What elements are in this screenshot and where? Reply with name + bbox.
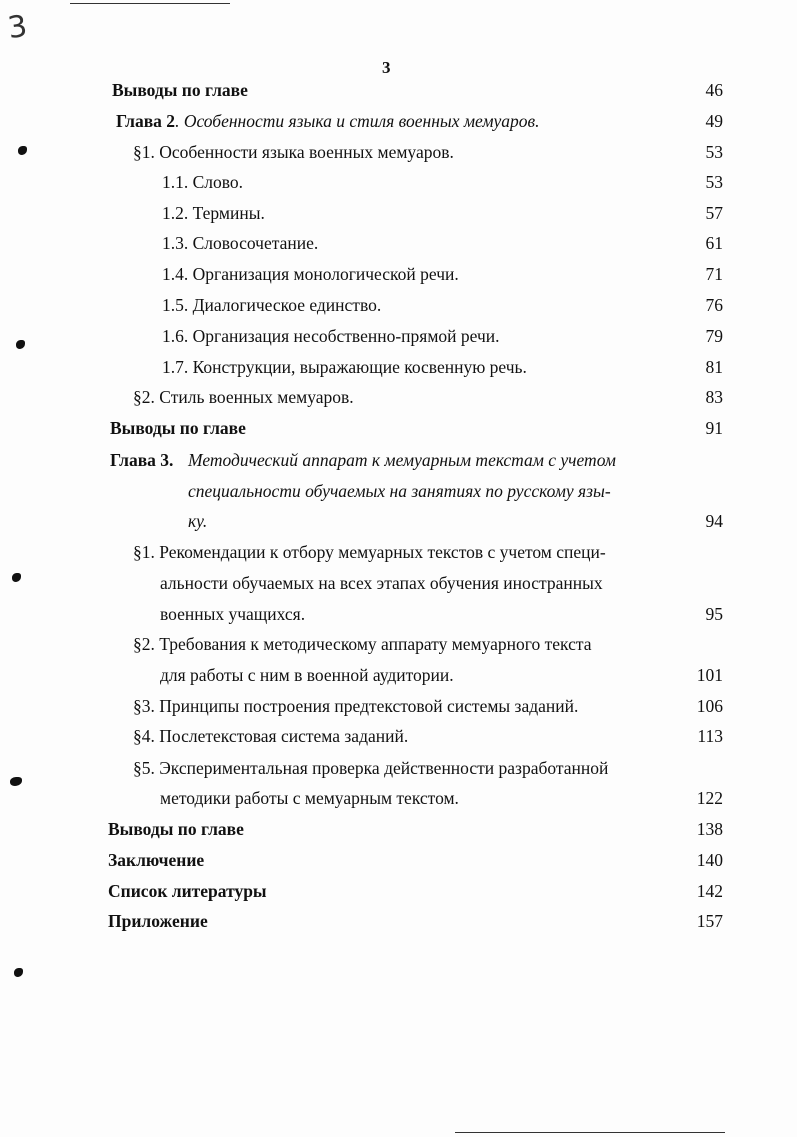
toc-entry-page: 91	[705, 418, 723, 438]
punch-hole-mark	[14, 968, 23, 977]
toc-entry-page: 49	[705, 111, 723, 131]
toc-entry-page: 53	[705, 172, 723, 192]
toc-entry-title: Выводы по главе	[108, 819, 244, 839]
toc-entry	[0, 383, 797, 411]
toc-entry-title-line: ку.	[188, 511, 208, 531]
toc-entry-page: 106	[696, 696, 723, 716]
bottom-scan-edge	[455, 1132, 725, 1133]
toc-entry	[0, 414, 797, 442]
toc-entry-title: §2. Стиль военных мемуаров.	[133, 387, 354, 407]
toc-entry	[0, 353, 797, 381]
toc-entry	[0, 229, 797, 257]
toc-entry-title: 1.6. Организация несобственно-прямой речи.	[162, 326, 500, 346]
toc-entry	[0, 199, 797, 227]
toc-entry-page: 83	[705, 387, 723, 407]
toc-entry-page: 140	[696, 850, 723, 870]
top-scan-edge	[70, 3, 230, 4]
toc-entry-title: 1.2. Термины.	[162, 203, 265, 223]
toc-entry-title: Глава 2. Особенности языка и стиля военных мемуаров.	[116, 111, 540, 131]
toc-entry-page: 71	[705, 264, 723, 284]
toc-entry	[0, 168, 797, 196]
toc-entry-page: 94	[705, 511, 723, 531]
toc-entry	[0, 877, 797, 905]
toc-entry-title-line: §1. Рекомендации к отбору мемуарных текстов с учетом специ-	[133, 542, 606, 562]
toc-entry-page: 142	[696, 881, 723, 901]
toc-entry-page: 101	[696, 665, 723, 685]
corner-handwritten-mark: 3	[5, 8, 30, 47]
toc-entry	[0, 138, 797, 166]
toc-entry-title-line: §5. Экспериментальная проверка действенности разработанной	[133, 758, 609, 778]
toc-entry-title: 1.3. Словосочетание.	[162, 233, 319, 253]
toc-entry-title: 1.7. Конструкции, выражающие косвенную речь.	[162, 357, 527, 377]
toc-entry-title-line: §2. Требования к методическому аппарату мемуарного текста	[133, 634, 592, 654]
toc-entry-title: §4. Послетекстовая система заданий.	[133, 726, 409, 746]
toc-entry	[0, 815, 797, 843]
toc-entry-title: §3. Принципы построения предтекстовой системы заданий.	[133, 696, 579, 716]
toc-entry-page: 57	[705, 203, 723, 223]
toc-entry-title: Заключение	[108, 850, 205, 870]
toc-entry-title: 1.4. Организация монологической речи.	[162, 264, 459, 284]
toc-entry-page: 113	[697, 726, 723, 746]
toc-entry-title: 1.5. Диалогическое единство.	[162, 295, 382, 315]
toc-entry-title: Выводы по главе	[112, 80, 248, 100]
toc-entry	[0, 722, 797, 750]
toc-entry	[0, 291, 797, 319]
toc-entry-title-line: Методический аппарат к мемуарным текстам с учетом	[188, 450, 616, 470]
toc-entry-page: 61	[705, 233, 723, 253]
toc-entry-title-line: для работы с ним в военной аудитории.	[160, 665, 454, 685]
toc-entry-title: §1. Особенности языка военных мемуаров.	[133, 142, 454, 162]
toc-entry-title-line: военных учащихся.	[160, 604, 306, 624]
toc-entry	[0, 260, 797, 288]
toc-entry-page: 76	[705, 295, 723, 315]
toc-entry	[0, 322, 797, 350]
toc-entry-title: Приложение	[108, 911, 208, 931]
toc-entry-title-line: специальности обучаемых на занятиях по русскому язы-	[188, 481, 611, 501]
toc-entry	[0, 846, 797, 874]
toc-entry-chapter-2	[0, 107, 797, 135]
toc-entry-title: Список литературы	[108, 881, 267, 901]
toc-entry-page: 53	[705, 142, 723, 162]
toc-entry	[0, 76, 797, 104]
toc-entry-title: Выводы по главе	[110, 418, 246, 438]
toc-entry	[0, 907, 797, 935]
toc-entry	[0, 692, 797, 720]
toc-entry-title-line: методики работы с мемуарным текстом.	[160, 788, 459, 808]
toc-entry-page: 157	[696, 911, 723, 931]
toc-entry-page: 122	[696, 788, 723, 808]
toc-entry-page: 138	[696, 819, 723, 839]
page-number: 3	[382, 58, 391, 77]
toc-entry-title: 1.1. Слово.	[162, 172, 244, 192]
toc-entry-title-line: альности обучаемых на всех этапах обучения иностранных	[160, 573, 603, 593]
toc-entry-label: Глава 3.	[110, 450, 174, 470]
toc-entry-page: 81	[705, 357, 723, 377]
toc-entry-page: 95	[705, 604, 723, 624]
toc-entry-page: 79	[705, 326, 723, 346]
toc-entry-page: 46	[705, 80, 723, 100]
